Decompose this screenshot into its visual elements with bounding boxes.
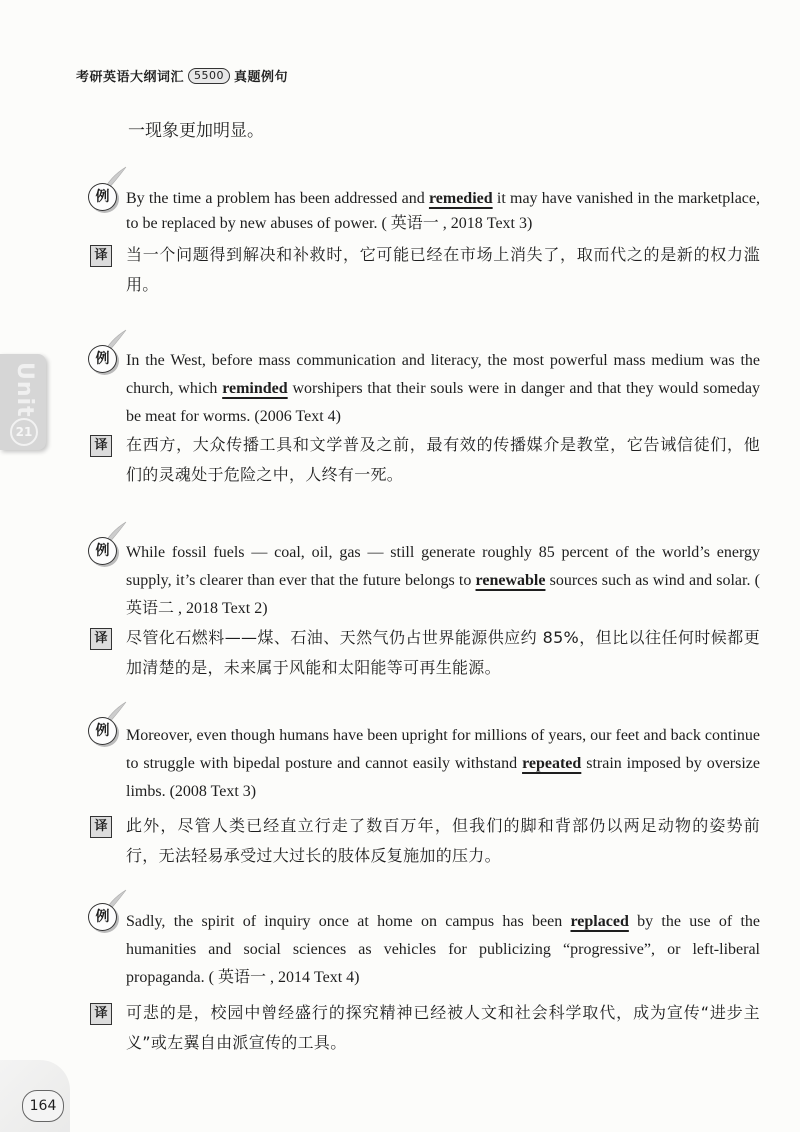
header-title: 考研英语大纲词汇	[76, 70, 185, 85]
keyword: renewable	[475, 572, 546, 589]
keyword: remedied	[428, 190, 493, 207]
running-header	[76, 66, 288, 85]
example-translation: 在西方，大众传播工具和文学普及之前，最有效的传播媒介是教堂，它告诫信徒们，他们的灵魂处于危险之中，人终有一死。	[126, 435, 760, 484]
example-translation: 当一个问题得到解决和补救时，它可能已经在市场上消失了，取而代之的是新的权力滥用。	[126, 245, 760, 294]
keyword: replaced	[570, 913, 629, 930]
example-english: By the time a problem has been addressed and remedied it may have vanished in the marketplace, to be replaced by new abuses of power. ( 英语一 , 2018 Text 3)	[126, 190, 760, 232]
example-translation: 尽管化石燃料——煤、石油、天然气仍占世界能源供应约 85%，但比以往任何时候都更加清楚的是，未来属于风能和太阳能等可再生能源。	[126, 628, 760, 677]
translation-badge: 译	[90, 628, 112, 650]
translation-badge: 译	[90, 816, 112, 838]
unit-number: 21	[10, 418, 38, 446]
example-badge: 例	[88, 183, 117, 211]
keyword: reminded	[222, 380, 288, 397]
example-badge: 例	[88, 537, 117, 565]
example-badge: 例	[88, 717, 117, 745]
header-badge: 5500	[188, 68, 230, 84]
example-english: In the West, before mass communication and literacy, the most powerful mass medium was the church, which reminded worshipers that their souls were in danger and that they would someday be meat for worms. (2006 Text 4)	[126, 352, 760, 425]
continuation-text: 一现象更加明显。	[128, 121, 264, 141]
page-number: 164	[22, 1090, 64, 1122]
keyword: repeated	[522, 755, 582, 772]
example-english: Sadly, the spirit of inquiry once at home on campus has been replaced by the use of the humanities and social sciences as vehicles for publicizing “progressive”, or left-liberal propaganda. ( 英语一 , 2014 Text 4)	[126, 913, 761, 986]
unit-tab	[0, 354, 46, 450]
example-translation: 此外，尽管人类已经直立行走了数百万年，但我们的脚和背部仍以两足动物的姿势前行，无法轻易承受过大过长的肢体反复施加的压力。	[126, 816, 760, 865]
translation-badge: 译	[90, 435, 112, 457]
example-english: Moreover, even though humans have been upright for millions of years, our feet and back continue to struggle with bipedal posture and cannot easily withstand repeated strain imposed by oversize limbs. (2008 Text 3)	[126, 727, 760, 800]
translation-badge: 译	[90, 245, 112, 267]
example-translation: 可悲的是，校园中曾经盛行的探究精神已经被人文和社会科学取代，成为宣传“进步主义”或左翼自由派宣传的工具。	[126, 1003, 760, 1052]
example-english: While fossil fuels — coal, oil, gas — still generate roughly 85 percent of the world’s energy supply, it’s clearer than ever that the future belongs to renewable sources such as wind and solar. ( 英语二 , 2018 Text 2)	[126, 544, 760, 617]
unit-label: Unit	[12, 362, 37, 418]
translation-badge: 译	[90, 1003, 112, 1025]
example-badge: 例	[88, 345, 117, 373]
example-badge: 例	[88, 903, 117, 931]
header-subtitle: 真题例句	[234, 70, 289, 85]
